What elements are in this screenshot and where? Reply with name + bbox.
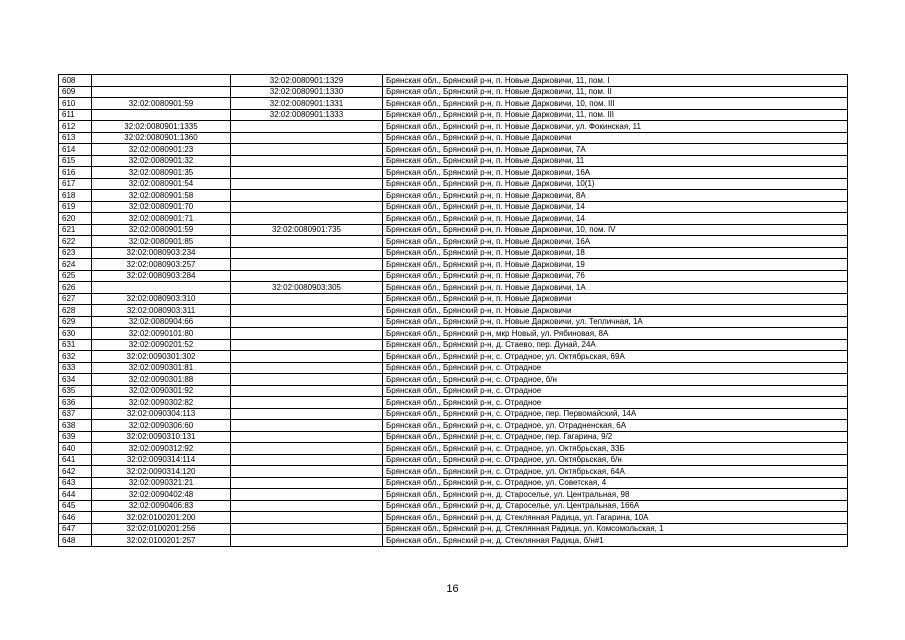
object-cadastral-number: [231, 535, 383, 547]
object-cadastral-number: 32:02:0080901:735: [231, 224, 383, 236]
address-cell: Брянская обл., Брянский р-н, п. Новые Дарковичи, ул. Тепличная, 1А: [383, 316, 848, 328]
row-number: 630: [59, 328, 92, 340]
address-cell: Брянская обл., Брянский р-н, мкр Новый, ул. Рябиновая, 8А: [383, 328, 848, 340]
address-cell: Брянская обл., Брянский р-н, д. Стеклянная Радица, ул. Комсомольская, 1: [383, 523, 848, 535]
address-cell: Брянская обл., Брянский р-н, д. Староселье, ул. Центральная, 98: [383, 489, 848, 501]
table-row: [59, 75, 848, 87]
address-cell: Брянская обл., Брянский р-н, п. Новые Дарковичи: [383, 305, 848, 317]
table-row: [59, 500, 848, 512]
land-cadastral-number: 32:02:0090101:80: [92, 328, 231, 340]
row-number: 608: [59, 75, 92, 87]
table-row: [59, 259, 848, 271]
row-number: 631: [59, 339, 92, 351]
row-number: 641: [59, 454, 92, 466]
land-cadastral-number: 32:02:0080903:310: [92, 293, 231, 305]
table-row: [59, 109, 848, 121]
land-cadastral-number: 32:02:0100201:257: [92, 535, 231, 547]
address-cell: Брянская обл., Брянский р-н, п. Новые Дарковичи, 11, пом. I: [383, 75, 848, 87]
row-number: 648: [59, 535, 92, 547]
address-cell: Брянская обл., Брянский р-н, п. Новые Дарковичи, ул. Фокинская, 11: [383, 121, 848, 133]
object-cadastral-number: [231, 477, 383, 489]
object-cadastral-number: [231, 500, 383, 512]
object-cadastral-number: [231, 293, 383, 305]
land-cadastral-number: 32:02:0100201:200: [92, 512, 231, 524]
land-cadastral-number: 32:02:0080903:284: [92, 270, 231, 282]
address-cell: Брянская обл., Брянский р-н, с. Отрадное, б/н: [383, 374, 848, 386]
table-row: [59, 190, 848, 202]
table-row: [59, 282, 848, 294]
object-cadastral-number: [231, 305, 383, 317]
table-row: [59, 385, 848, 397]
land-cadastral-number: 32:02:0080901:59: [92, 224, 231, 236]
table-row: [59, 477, 848, 489]
object-cadastral-number: [231, 132, 383, 144]
row-number: 627: [59, 293, 92, 305]
address-cell: Брянская обл., Брянский р-н, д. Стеклянная Радица, ул. Гагарина, 10А: [383, 512, 848, 524]
address-cell: Брянская обл., Брянский р-н, с. Отрадное: [383, 385, 848, 397]
row-number: 619: [59, 201, 92, 213]
land-cadastral-number: [92, 75, 231, 87]
object-cadastral-number: [231, 213, 383, 225]
row-number: 633: [59, 362, 92, 374]
object-cadastral-number: [231, 121, 383, 133]
address-cell: Брянская обл., Брянский р-н, п. Новые Дарковичи, 14: [383, 201, 848, 213]
object-cadastral-number: 32:02:0080903:305: [231, 282, 383, 294]
table-row: [59, 328, 848, 340]
land-cadastral-number: 32:02:0080901:23: [92, 144, 231, 156]
row-number: 615: [59, 155, 92, 167]
table-row: [59, 535, 848, 547]
row-number: 621: [59, 224, 92, 236]
table-row: [59, 178, 848, 190]
land-cadastral-number: 32:02:0090312:92: [92, 443, 231, 455]
object-cadastral-number: [231, 144, 383, 156]
object-cadastral-number: [231, 270, 383, 282]
row-number: 639: [59, 431, 92, 443]
object-cadastral-number: [231, 351, 383, 363]
row-number: 620: [59, 213, 92, 225]
table-row: [59, 247, 848, 259]
table-row: [59, 523, 848, 535]
land-cadastral-number: 32:02:0090301:302: [92, 351, 231, 363]
land-cadastral-number: 32:02:0090301:81: [92, 362, 231, 374]
row-number: 647: [59, 523, 92, 535]
table-row: [59, 305, 848, 317]
table-row: [59, 374, 848, 386]
land-cadastral-number: 32:02:0080901:1335: [92, 121, 231, 133]
land-cadastral-number: 32:02:0090302:82: [92, 397, 231, 409]
address-cell: Брянская обл., Брянский р-н, п. Новые Дарковичи, 10(1): [383, 178, 848, 190]
address-cell: Брянская обл., Брянский р-н, с. Отрадное, ул. Октябрьская, б/н: [383, 454, 848, 466]
object-cadastral-number: [231, 523, 383, 535]
land-cadastral-number: 32:02:0080901:54: [92, 178, 231, 190]
object-cadastral-number: [231, 362, 383, 374]
land-cadastral-number: 32:02:0080901:85: [92, 236, 231, 248]
address-cell: Брянская обл., Брянский р-н, п. Новые Дарковичи, 10, пом. IV: [383, 224, 848, 236]
row-number: 623: [59, 247, 92, 259]
row-number: 634: [59, 374, 92, 386]
row-number: 632: [59, 351, 92, 363]
address-cell: Брянская обл., Брянский р-н, с. Отрадное: [383, 397, 848, 409]
address-cell: Брянская обл., Брянский р-н, п. Новые Дарковичи, 18: [383, 247, 848, 259]
address-cell: Брянская обл., Брянский р-н, п. Новые Дарковичи: [383, 132, 848, 144]
table-row: [59, 201, 848, 213]
land-cadastral-number: 32:02:0080904:66: [92, 316, 231, 328]
land-cadastral-number: 32:02:0090304:113: [92, 408, 231, 420]
object-cadastral-number: [231, 155, 383, 167]
land-cadastral-number: 32:02:0090406:83: [92, 500, 231, 512]
row-number: 638: [59, 420, 92, 432]
object-cadastral-number: [231, 328, 383, 340]
address-cell: Брянская обл., Брянский р-н, с. Отрадное, ул. Отрадненская, 6А: [383, 420, 848, 432]
row-number: 613: [59, 132, 92, 144]
land-cadastral-number: 32:02:0090301:92: [92, 385, 231, 397]
address-cell: Брянская обл., Брянский р-н, д. Стеклянная Радица, б/н#1: [383, 535, 848, 547]
table-row: [59, 420, 848, 432]
land-cadastral-number: 32:02:0090314:114: [92, 454, 231, 466]
object-cadastral-number: 32:02:0080901:1333: [231, 109, 383, 121]
table-row: [59, 489, 848, 501]
row-number: 624: [59, 259, 92, 271]
address-cell: Брянская обл., Брянский р-н, п. Новые Дарковичи, 10, пом. III: [383, 98, 848, 110]
row-number: 642: [59, 466, 92, 478]
address-cell: Брянская обл., Брянский р-н, п. Новые Дарковичи, 19: [383, 259, 848, 271]
registry-table-body: [59, 75, 848, 547]
row-number: 616: [59, 167, 92, 179]
land-cadastral-number: 32:02:0080901:58: [92, 190, 231, 202]
object-cadastral-number: [231, 385, 383, 397]
registry-table: [58, 74, 848, 547]
table-row: [59, 293, 848, 305]
row-number: 629: [59, 316, 92, 328]
row-number: 618: [59, 190, 92, 202]
table-row: [59, 466, 848, 478]
land-cadastral-number: 32:02:0090314:120: [92, 466, 231, 478]
land-cadastral-number: 32:02:0090321:21: [92, 477, 231, 489]
object-cadastral-number: [231, 247, 383, 259]
row-number: 626: [59, 282, 92, 294]
address-cell: Брянская обл., Брянский р-н, п. Новые Дарковичи, 16А: [383, 167, 848, 179]
table-row: [59, 270, 848, 282]
land-cadastral-number: 32:02:0090402:48: [92, 489, 231, 501]
address-cell: Брянская обл., Брянский р-н, п. Новые Дарковичи, 1А: [383, 282, 848, 294]
address-cell: Брянская обл., Брянский р-н, с. Отрадное, ул. Октябрьская, 33Б: [383, 443, 848, 455]
land-cadastral-number: 32:02:0090201:52: [92, 339, 231, 351]
row-number: 645: [59, 500, 92, 512]
table-row: [59, 362, 848, 374]
object-cadastral-number: [231, 512, 383, 524]
row-number: 625: [59, 270, 92, 282]
land-cadastral-number: 32:02:0080901:35: [92, 167, 231, 179]
land-cadastral-number: 32:02:0090301:88: [92, 374, 231, 386]
object-cadastral-number: [231, 259, 383, 271]
row-number: 617: [59, 178, 92, 190]
row-number: 612: [59, 121, 92, 133]
table-row: [59, 431, 848, 443]
address-cell: Брянская обл., Брянский р-н, п. Новые Дарковичи, 11, пом. III: [383, 109, 848, 121]
object-cadastral-number: [231, 339, 383, 351]
land-cadastral-number: 32:02:0100201:256: [92, 523, 231, 535]
table-row: [59, 86, 848, 98]
land-cadastral-number: 32:02:0080903:257: [92, 259, 231, 271]
object-cadastral-number: [231, 397, 383, 409]
page-number: 16: [446, 583, 459, 595]
object-cadastral-number: [231, 431, 383, 443]
table-row: [59, 454, 848, 466]
table-row: [59, 408, 848, 420]
row-number: 640: [59, 443, 92, 455]
land-cadastral-number: 32:02:0080901:70: [92, 201, 231, 213]
table-row: [59, 98, 848, 110]
row-number: 646: [59, 512, 92, 524]
table-row: [59, 351, 848, 363]
table-row: [59, 132, 848, 144]
object-cadastral-number: [231, 408, 383, 420]
object-cadastral-number: [231, 489, 383, 501]
row-number: 644: [59, 489, 92, 501]
address-cell: Брянская обл., Брянский р-н, п. Новые Дарковичи, 14: [383, 213, 848, 225]
row-number: 635: [59, 385, 92, 397]
object-cadastral-number: [231, 190, 383, 202]
row-number: 622: [59, 236, 92, 248]
land-cadastral-number: 32:02:0080901:71: [92, 213, 231, 225]
address-cell: Брянская обл., Брянский р-н, д. Стаево, пер. Дунай, 24А: [383, 339, 848, 351]
address-cell: Брянская обл., Брянский р-н, с. Отрадное, пер. Первомайский, 14А: [383, 408, 848, 420]
address-cell: Брянская обл., Брянский р-н, п. Новые Дарковичи, 8А: [383, 190, 848, 202]
land-cadastral-number: 32:02:0080901:1360: [92, 132, 231, 144]
table-row: [59, 236, 848, 248]
object-cadastral-number: [231, 236, 383, 248]
land-cadastral-number: 32:02:0080901:59: [92, 98, 231, 110]
object-cadastral-number: [231, 201, 383, 213]
object-cadastral-number: [231, 316, 383, 328]
address-cell: Брянская обл., Брянский р-н, с. Отрадное, ул. Советская, 4: [383, 477, 848, 489]
address-cell: Брянская обл., Брянский р-н, д. Староселье, ул. Центральная, 166А: [383, 500, 848, 512]
table-row: [59, 121, 848, 133]
object-cadastral-number: [231, 420, 383, 432]
land-cadastral-number: [92, 86, 231, 98]
table-row: [59, 167, 848, 179]
table-row: [59, 155, 848, 167]
land-cadastral-number: 32:02:0080901:32: [92, 155, 231, 167]
object-cadastral-number: [231, 167, 383, 179]
row-number: 609: [59, 86, 92, 98]
land-cadastral-number: [92, 109, 231, 121]
address-cell: Брянская обл., Брянский р-н, п. Новые Дарковичи, 11: [383, 155, 848, 167]
row-number: 614: [59, 144, 92, 156]
address-cell: Брянская обл., Брянский р-н, п. Новые Дарковичи, 76: [383, 270, 848, 282]
address-cell: Брянская обл., Брянский р-н, с. Отрадное: [383, 362, 848, 374]
row-number: 611: [59, 109, 92, 121]
address-cell: Брянская обл., Брянский р-н, с. Отрадное, пер. Гагарина, 9/2: [383, 431, 848, 443]
land-cadastral-number: 32:02:0090310:131: [92, 431, 231, 443]
address-cell: Брянская обл., Брянский р-н, п. Новые Дарковичи, 16А: [383, 236, 848, 248]
object-cadastral-number: [231, 454, 383, 466]
address-cell: Брянская обл., Брянский р-н, с. Отрадное, ул. Октябрьская, 64А: [383, 466, 848, 478]
row-number: 628: [59, 305, 92, 317]
object-cadastral-number: [231, 443, 383, 455]
address-cell: Брянская обл., Брянский р-н, п. Новые Дарковичи, 7А: [383, 144, 848, 156]
object-cadastral-number: 32:02:0080901:1330: [231, 86, 383, 98]
object-cadastral-number: 32:02:0080901:1331: [231, 98, 383, 110]
table-row: [59, 144, 848, 156]
land-cadastral-number: 32:02:0080903:311: [92, 305, 231, 317]
object-cadastral-number: 32:02:0080901:1329: [231, 75, 383, 87]
object-cadastral-number: [231, 374, 383, 386]
table-row: [59, 213, 848, 225]
row-number: 643: [59, 477, 92, 489]
land-cadastral-number: [92, 282, 231, 294]
land-cadastral-number: 32:02:0080903:234: [92, 247, 231, 259]
object-cadastral-number: [231, 466, 383, 478]
land-cadastral-number: 32:02:0090306:60: [92, 420, 231, 432]
row-number: 610: [59, 98, 92, 110]
object-cadastral-number: [231, 178, 383, 190]
address-cell: Брянская обл., Брянский р-н, п. Новые Дарковичи: [383, 293, 848, 305]
table-row: [59, 443, 848, 455]
table-row: [59, 397, 848, 409]
address-cell: Брянская обл., Брянский р-н, с. Отрадное, ул. Октябрьская, 69А: [383, 351, 848, 363]
table-row: [59, 224, 848, 236]
address-cell: Брянская обл., Брянский р-н, п. Новые Дарковичи, 11, пом. II: [383, 86, 848, 98]
table-row: [59, 512, 848, 524]
row-number: 636: [59, 397, 92, 409]
row-number: 637: [59, 408, 92, 420]
table-row: [59, 339, 848, 351]
table-row: [59, 316, 848, 328]
